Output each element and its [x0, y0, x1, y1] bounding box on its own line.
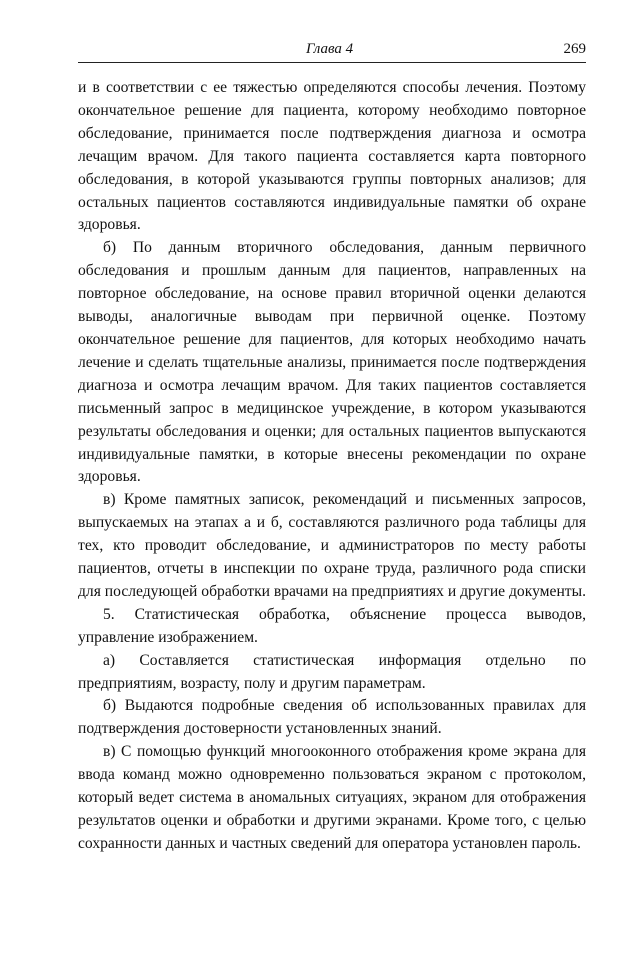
- paragraph-5-statistics: 5. Статистическая обработка, объяснение процесса выводов, управление изображением.: [78, 605, 586, 646]
- text-body: [78, 77, 586, 856]
- paragraph-b-rules-info: б) Выдаются подробные сведения об использованных правилах для подтверждения достоверности установленных знаний.: [78, 697, 586, 738]
- paragraph-a-statistics-info: а) Составляется статистическая информация отдельно по предприятиям, возрасту, полу и другим параметрам.: [78, 651, 586, 692]
- book-page: [78, 40, 586, 856]
- running-header: [78, 40, 586, 63]
- paragraph-v-multiwindow: в) С помощью функций многооконного отображения кроме экрана для ввода команд можно одновременно пользоваться экраном с протоколом, который ведет система в аномальных ситуациях, экраном для отображения результатов оценки и обработки и другими экранами. Кроме того, с целью сохранности данных и частных сведений для оператора установлен пароль.: [78, 743, 586, 852]
- paragraph-b-secondary-exam: б) По данным вторичного обследования, данным первичного обследования и прошлым данным для пациентов, направленных на повторное обследование, на основе правил вторичной оценки делаются выводы, аналогичные выводам при первичной оценке. Поэтому окончательное решение для пациентов, для которых необходимо начать лечение и сделать тщательные анализы, принимается после подтверждения диагноза и осмотра лечащим врачом. Для таких пациентов составляется письменный запрос в медицинское учреждение, в котором указываются результаты обследования и оценки; для остальных пациентов выпускаются индивидуальные памятки, в которые внесены рекомендации по охране здоровья.: [78, 239, 586, 486]
- chapter-title: Глава 4: [306, 41, 354, 57]
- page-number: 269: [563, 41, 586, 57]
- paragraph-v-documents: в) Кроме памятных записок, рекомендаций и письменных запросов, выпускаемых на этапах а и б, составляются различного рода таблицы для тех, кто проводит обследование, и администраторов по месту работы пациентов, отчеты в инспекции по охране труда, различного рода списки для последующей обработки врачами на предприятиях и другие документы.: [78, 491, 586, 600]
- paragraph-continuation: и в соответствии с ее тяжестью определяются способы лечения. Поэтому окончательное решение для пациента, которому необходимо повторное обследование, принимается после подтверждения диагноза и осмотра лечащим врачом. Для такого пациента составляется карта повторного обследования, в которой указываются группы повторных анализов; для остальных пациентов составляются индивидуальные памятки об охране здоровья.: [78, 79, 586, 234]
